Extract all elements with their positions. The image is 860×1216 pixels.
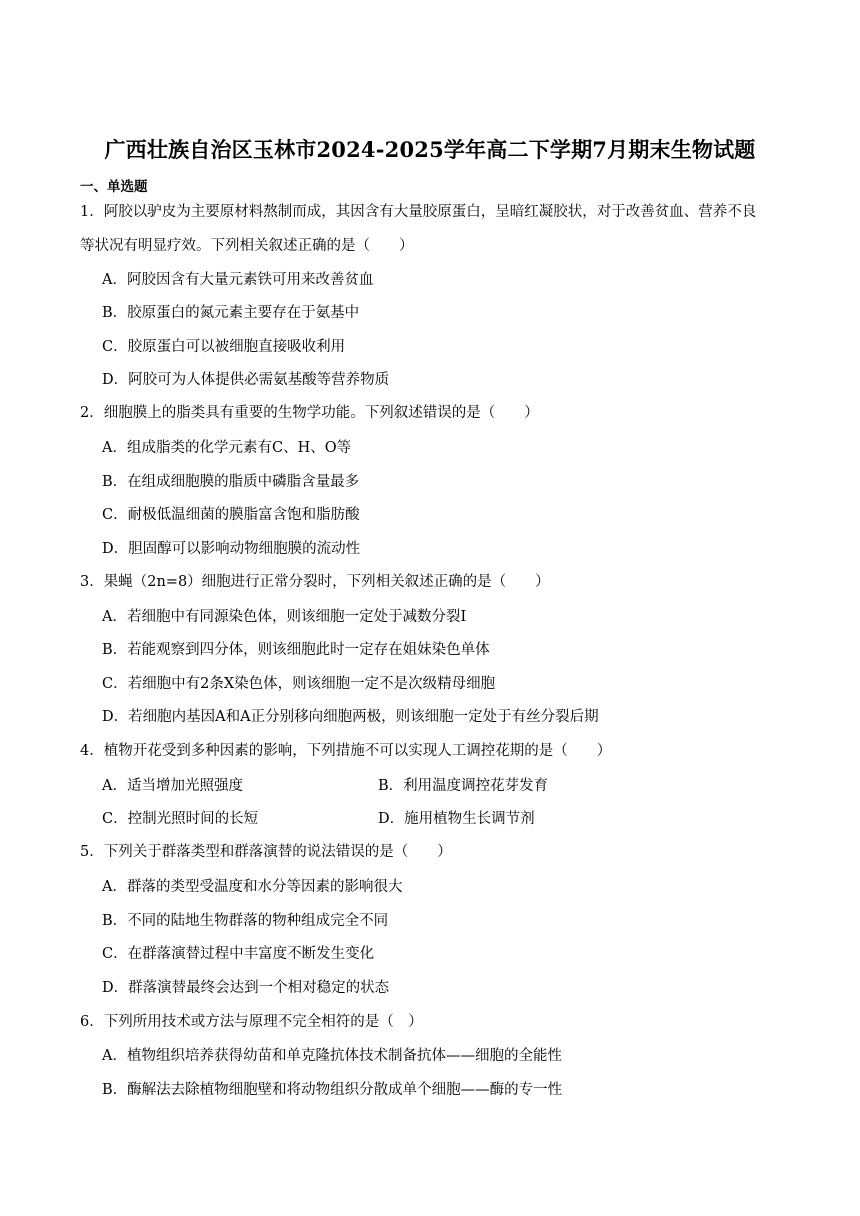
question-2-option-b: B．在组成细胞膜的脂质中磷脂含量最多 — [102, 474, 360, 490]
question-4-option-c: C．控制光照时间的长短 — [102, 811, 259, 827]
question-4-option-d: D．施用植物生长调节剂 — [378, 811, 535, 827]
question-1-stem-line-2: 等状况有明显疗效。下列相关叙述正确的是（ ） — [80, 238, 414, 254]
question-3-stem: 3．果蝇（2n=8）细胞进行正常分裂时，下列相关叙述正确的是（ ） — [80, 574, 550, 590]
question-3-option-c: C．若细胞中有2条X染色体，则该细胞一定不是次级精母细胞 — [102, 676, 496, 692]
question-3-option-d: D．若细胞内基因A和A正分别移向细胞两极，则该细胞一定处于有丝分裂后期 — [102, 709, 599, 725]
page-title: 广西壮族自治区玉林市2024-2025学年高二下学期7月期末生物试题 — [104, 137, 756, 162]
question-1-option-b: B．胶原蛋白的氮元素主要存在于氨基中 — [102, 305, 360, 321]
question-6-stem: 6．下列所用技术或方法与原理不完全相符的是（ ） — [80, 1014, 423, 1030]
question-2-option-d: D．胆固醇可以影响动物细胞膜的流动性 — [102, 541, 361, 557]
question-5-option-a: A．群落的类型受温度和水分等因素的影响很大 — [102, 879, 403, 895]
question-5-stem: 5．下列关于群落类型和群落演替的说法错误的是（ ） — [80, 844, 452, 860]
question-5-option-c: C．在群落演替过程中丰富度不断发生变化 — [102, 946, 375, 962]
question-3-option-b: B．若能观察到四分体，则该细胞此时一定存在姐妹染色单体 — [102, 642, 490, 658]
question-6-option-b: B．酶解法去除植物细胞壁和将动物组织分散成单个细胞——酶的专一性 — [102, 1082, 563, 1098]
question-4-option-b: B．利用温度调控花芽发育 — [378, 778, 549, 794]
question-4-option-a: A．适当增加光照强度 — [102, 778, 243, 794]
question-2-option-c: C．耐极低温细菌的膜脂富含饱和脂肪酸 — [102, 507, 360, 523]
question-4-stem: 4．植物开花受到多种因素的影响，下列措施不可以实现人工调控花期的是（ ） — [80, 743, 612, 759]
question-1-option-a: A．阿胶因含有大量元素铁可用来改善贫血 — [102, 272, 374, 288]
question-1-option-c: C．胶原蛋白可以被细胞直接吸收利用 — [102, 339, 346, 355]
question-1-option-d: D．阿胶可为人体提供必需氨基酸等营养物质 — [102, 372, 390, 388]
question-1-stem-line-1: 1．阿胶以驴皮为主要原材料熬制而成，其因含有大量胶原蛋白，呈暗红凝胶状，对于改善贫血、营养不良 — [80, 204, 757, 220]
question-6-option-a: A．植物组织培养获得幼苗和单克隆抗体技术制备抗体——细胞的全能性 — [102, 1048, 562, 1064]
question-2-option-a: A．组成脂类的化学元素有C、H、O等 — [102, 440, 352, 456]
question-2-stem: 2．细胞膜上的脂类具有重要的生物学功能。下列叙述错误的是（ ） — [80, 405, 539, 421]
question-5-option-d: D．群落演替最终会达到一个相对稳定的状态 — [102, 980, 390, 996]
section-heading: 一、单选题 — [80, 179, 148, 195]
question-5-option-b: B．不同的陆地生物群落的物种组成完全不同 — [102, 913, 389, 929]
question-3-option-a: A．若细胞中有同源染色体，则该细胞一定处于减数分裂I — [102, 609, 467, 625]
